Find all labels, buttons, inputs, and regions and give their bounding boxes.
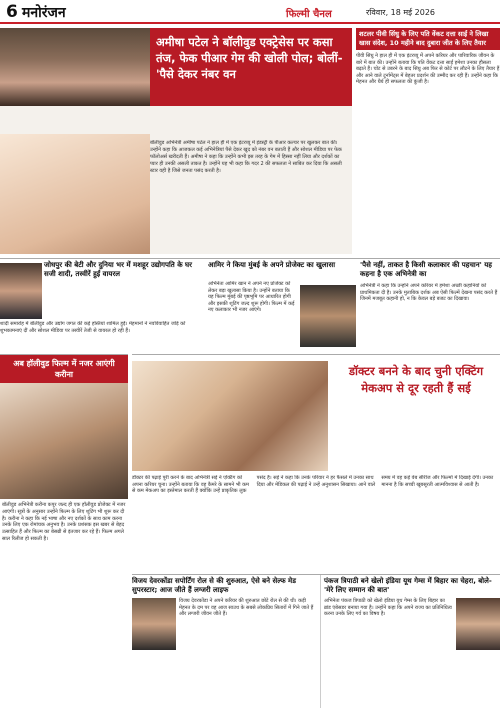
- bottom-story-b-headline: पंकज त्रिपाठी बने खेलो इंडिया यूथ गेम्स में बिहार का चेहरा, बोले- 'मेरे लिए सम्मान की बात': [324, 577, 492, 594]
- second-row: [0, 258, 500, 350]
- left-story: [0, 354, 128, 708]
- left-story-banner: अब हॉलीवुड फिल्म में नजर आएंगी करीना: [0, 355, 128, 383]
- issue-date: रविवार, 18 मई 2026: [366, 8, 436, 17]
- bottom-story-a: [132, 575, 316, 708]
- story-b-body: अभिनेता आमिर खान ने अपने नए प्रोजेक्ट को लेकर बड़ा खुलासा किया है। उन्होंने बताया कि यह फिल्म मुंबई की पृष्ठभूमि पर आधारित होगी और इसकी शूटिंग जल्द शुरू होगी। फिल्म में कई नए कलाकार भी नजर आएंगे।: [208, 281, 295, 314]
- bottom-story-a-body: विजय देवरकोंडा ने अपने करियर की शुरुआत छोटे रोल से की थी। कड़ी मेहनत के दम पर वह आज साउथ के सबसे लोकप्रिय सितारों में गिने जाते हैं और लग्जरी जीवन जीते हैं।: [179, 598, 314, 618]
- left-story-photo: [0, 383, 128, 499]
- bottom-story-a-headline: विजय देवरकोंडा सपोर्टिंग रोल से की शुरुआत, ऐसे बने सेल्फ मेड सुपरस्टार; आज जीते हैं लग्जरी लाइफ: [132, 577, 296, 594]
- doctor-story: [132, 354, 500, 570]
- story-b-headline: आमिर ने किया मुंबई के अपने प्रोजेक्ट का खुलासा: [208, 261, 336, 269]
- doctor-story-headline: डॉक्टर बनने के बाद चुनी एक्टिंग मेकअप से दूर रहती हैं सई: [348, 364, 484, 395]
- bottom-story-b-body: अभिनेता पंकज त्रिपाठी को खेलो इंडिया यूथ गेम्स के लिए बिहार का ब्रांड एंबेसडर बनाया गया है। उन्होंने कहा कि अपने राज्य का प्रतिनिधित्व करना उनके लिए गर्व का विषय है।: [324, 598, 452, 618]
- bottom-story-b: [320, 575, 500, 708]
- lead-body: बॉलीवुड अभिनेत्री अमीषा पटेल ने हाल ही में एक इंटरव्यू में इंडस्ट्री के पीआर कल्चर पर खुलकर बात की। उन्होंने कहा कि आजकल कई अभिनेत्रियां पैसे देकर खुद को नंबर वन बताती हैं और सोशल मीडिया पर फेक फॉलोअर्स खरीदती हैं। अमीषा ने कहा कि उन्होंने कभी इस तरह के गेम में हिस्सा नहीं लिया और दर्शकों का प्यार ही उनकी असली ताकत है। उन्होंने यह भी कहा कि गदर 2 की सफलता ने साबित कर दिया कि असली स्टार वही है जिसे जनता पसंद करती है।: [150, 140, 342, 174]
- bottom-stories: [132, 574, 500, 708]
- story-a-headline: जोधपुर की बेटी और दुनिया भर में मशहूर उद्योगपति के घर सजी शादी, तस्वीरें हुईं वायरल: [44, 261, 193, 278]
- page-number: 6: [6, 2, 18, 22]
- bottom-story-b-photo: [456, 598, 500, 650]
- lead-photo: [0, 28, 150, 106]
- lead-banner: [0, 28, 352, 106]
- story-b-photo: [300, 285, 356, 347]
- lead-photo-lower: [0, 134, 150, 254]
- right-story-body: पीवी सिंधु ने हाल ही में एक इंटरव्यू में अपने करियर और पारिवारिक जीवन के बारे में बात की। उन्होंने बताया कि पति वेंकट दत्ता साईं हमेशा उनका हौसला बढ़ाते हैं। चोट से उबरने के बाद सिंधु अब फिर से कोर्ट पर लौटने के लिए तैयार हैं और आने वाले टूर्नामेंट्स में बेहतर प्रदर्शन की उम्मीद कर रही हैं। उन्होंने कहा कि मेहनत और धैर्य ही सफलता की कुंजी है।: [356, 53, 500, 86]
- doctor-story-body: डॉक्टर की पढ़ाई पूरी करने के बाद अभिनेत्री सई ने एक्टिंग को अपना करियर चुना। उन्होंने बताया कि वह कैमरे के सामने भी कम से कम मेकअप का इस्तेमाल करती हैं क्योंकि उन्हें प्राकृतिक लुक पसंद है। सई ने कहा कि उनके परिवार ने हर फैसले में उनका साथ दिया और मेडिकल की पढ़ाई ने उन्हें अनुशासन सिखाया। आने वाले समय में वह कई वेब सीरीज और फिल्मों में दिखाई देंगी। उनका मानना है कि सच्ची खूबसूरती आत्मविश्वास से आती है।: [132, 475, 494, 495]
- lead-headline: अमीषा पटेल ने बॉलीवुड एक्ट्रेसेस पर कसा तंज, फेक पीआर गेम की खोली पोल; बोलीं- 'पैसे देकर नंबर वन: [156, 35, 343, 81]
- story-a-photo: [0, 263, 42, 319]
- page-header: [0, 0, 500, 24]
- right-story-headline: शटलर पीवी सिंधु के लिए पति वेंकट दत्ता साईं ने लिखा खास संदेश, 10 महीने बाद दुबारा जीत के लिए तैयार: [356, 28, 500, 50]
- story-c-headline: 'पैसे नहीं, ताकत है किसी कलाकार की पहचान' यह कहना है एक अभिनेत्री का: [360, 261, 492, 278]
- left-story-body: बॉलीवुड अभिनेत्री करीना कपूर जल्द ही एक हॉलीवुड प्रोजेक्ट में नजर आएंगी। सूत्रों के अनुसार उन्होंने फिल्म के लिए शूटिंग भी शुरू कर दी है। करीना ने कहा कि नई भाषा और नए दर्शकों के साथ काम करना उनके लिए एक रोमांचक अनुभव है। उनके प्रशंसक इस खबर से बेहद उत्साहित हैं और फिल्म का बेसब्री से इंतजार कर रहे हैं। फिल्म अगले साल रिलीज हो सकती है।: [2, 502, 126, 542]
- doctor-story-photo: [132, 361, 328, 471]
- bottom-story-a-photo: [132, 598, 176, 650]
- section-title: मनोरंजन: [22, 5, 66, 21]
- story-c-body: अभिनेत्री ने कहा कि उन्होंने अपने करियर में हमेशा अच्छी कहानियों को प्राथमिकता दी है। उनके मुताबिक दर्शक अब ऐसी फिल्में देखना पसंद करते हैं जिनमें मजबूत कहानी हो, न कि केवल बड़े बजट का दिखावा।: [360, 283, 498, 303]
- paper-name: फिल्मी चैनल: [286, 9, 332, 20]
- story-a-body: शादी समारोह में बॉलीवुड और उद्योग जगत की कई हस्तियां शामिल हुईं। मेहमानों ने नवविवाहित जोड़े को शुभकामनाएं दीं और सोशल मीडिया पर तस्वीरें तेजी से वायरल हो रही हैं।: [0, 321, 186, 334]
- right-story: [356, 28, 500, 254]
